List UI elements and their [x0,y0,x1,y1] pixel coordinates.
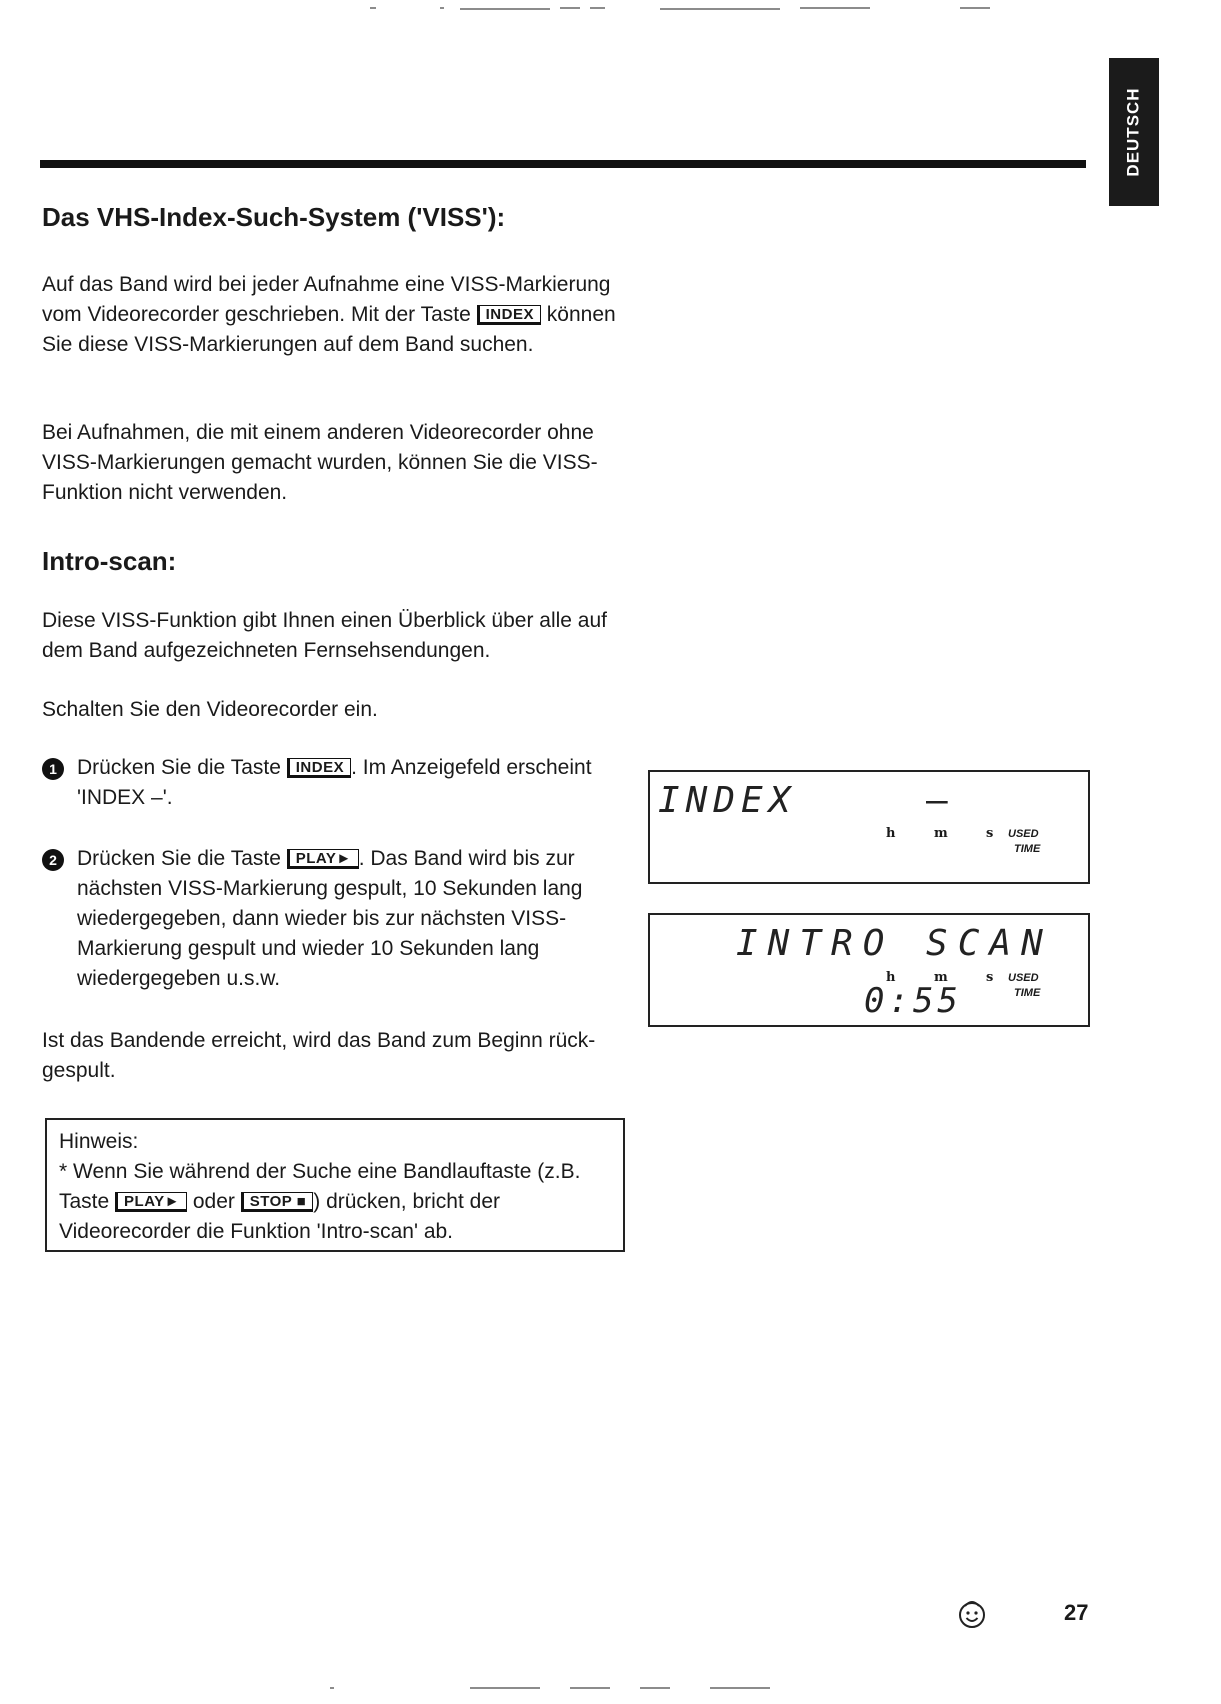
viss-paragraph-1-after: können Sie diese VISS-Markierungen auf dem Band suchen. [42,303,616,356]
step-1-before: Drücken Sie die Taste [77,756,287,779]
intro-paragraph-2: Schalten Sie den Videorecorder ein. [42,698,378,721]
section-title-intro-scan: Intro-scan: [42,546,177,576]
step-1-after: . Im Anzeigefeld erscheint 'INDEX –'. [77,756,592,809]
step-2-text [77,844,642,994]
intro-paragraph-3: Ist das Bandende erreicht, wird das Band zum Beginn rück-gespult. [42,1029,596,1082]
step-2 [42,844,642,994]
step-1-text [77,753,642,813]
note-heading: Hinweis: [59,1130,139,1153]
intro-paragraph-1: Diese VISS-Funktion gibt Ihnen einen Überblick über alle auf dem Band aufgezeichneten Fernsehsendungen. [42,609,607,662]
scan-artifact-top [260,4,1080,12]
note-box [45,1118,625,1252]
display-index-used: USED [1008,828,1039,840]
display-index-s: s [986,826,994,841]
smiley-face-icon [956,1598,988,1630]
viss-paragraph-1-before: Auf das Band wird bei jeder Aufnahme eine VISS-Markierung vom Videorecorder geschrieben. Mit der Taste [42,273,611,326]
display-index-m: m [934,826,948,841]
note-line-2 [59,1187,611,1247]
step-1-number: 1 [42,758,64,780]
display-intro-scan [648,913,1090,1027]
note-oder: oder [187,1190,241,1213]
note-play-key: PLAY► [115,1192,187,1212]
header-rule [40,160,1086,168]
step-2-number: 2 [42,849,64,871]
note-taste: Taste [59,1190,116,1213]
viss-paragraph-2: Bei Aufnahmen, die mit einem anderen Videorecorder ohne VISS-Markierungen gemacht wurden, können Sie die VISS-Funktion nicht verwenden. [42,421,598,504]
display-index-dash: – [926,780,954,821]
viss-paragraph-1 [42,270,642,360]
display-index-text: INDEX [658,780,797,821]
display-intro-scan-time: 0:55 [864,981,962,1021]
language-tab [1109,58,1159,206]
section-title-viss: Das VHS-Index-Such-System ('VISS'): [42,202,506,232]
page-number: 27 [1064,1600,1089,1625]
display-index [648,770,1090,884]
scan-artifact-bottom [190,1684,830,1692]
display-intro-scan-used: USED [1008,972,1039,984]
display-intro-scan-m: m [934,970,948,985]
display-intro-scan-s: s [986,970,994,985]
index-key-label: INDEX [477,305,541,325]
step-1 [42,753,642,813]
note-line-1: * Wenn Sie während der Suche eine Bandlauftaste (z.B. [59,1160,581,1183]
display-index-time-label: TIME [1014,843,1041,855]
note-after: ) drücken, bricht der Videorecorder die Funktion 'Intro-scan' ab. [59,1190,500,1243]
display-intro-scan-time-label: TIME [1014,987,1041,999]
step-1-index-key: INDEX [287,758,351,778]
note-stop-key: STOP ■ [241,1192,314,1212]
step-2-after: . Das Band wird bis zur nächsten VISS-Markierung gespult, 10 Sekunden lang wiedergegeben, dann wieder bis zur nächsten VISS-Markierung gespult und wieder 10 Sekunden lang wiedergegeben u.s.w. [77,847,583,990]
display-intro-scan-h: h [886,970,896,985]
step-2-before: Drücken Sie die Taste [77,847,287,870]
step-2-play-key: PLAY► [287,849,359,869]
display-intro-scan-text: INTRO SCAN [736,923,1053,964]
language-tab-label: DEUTSCH [1124,87,1144,177]
display-index-h: h [886,826,896,841]
